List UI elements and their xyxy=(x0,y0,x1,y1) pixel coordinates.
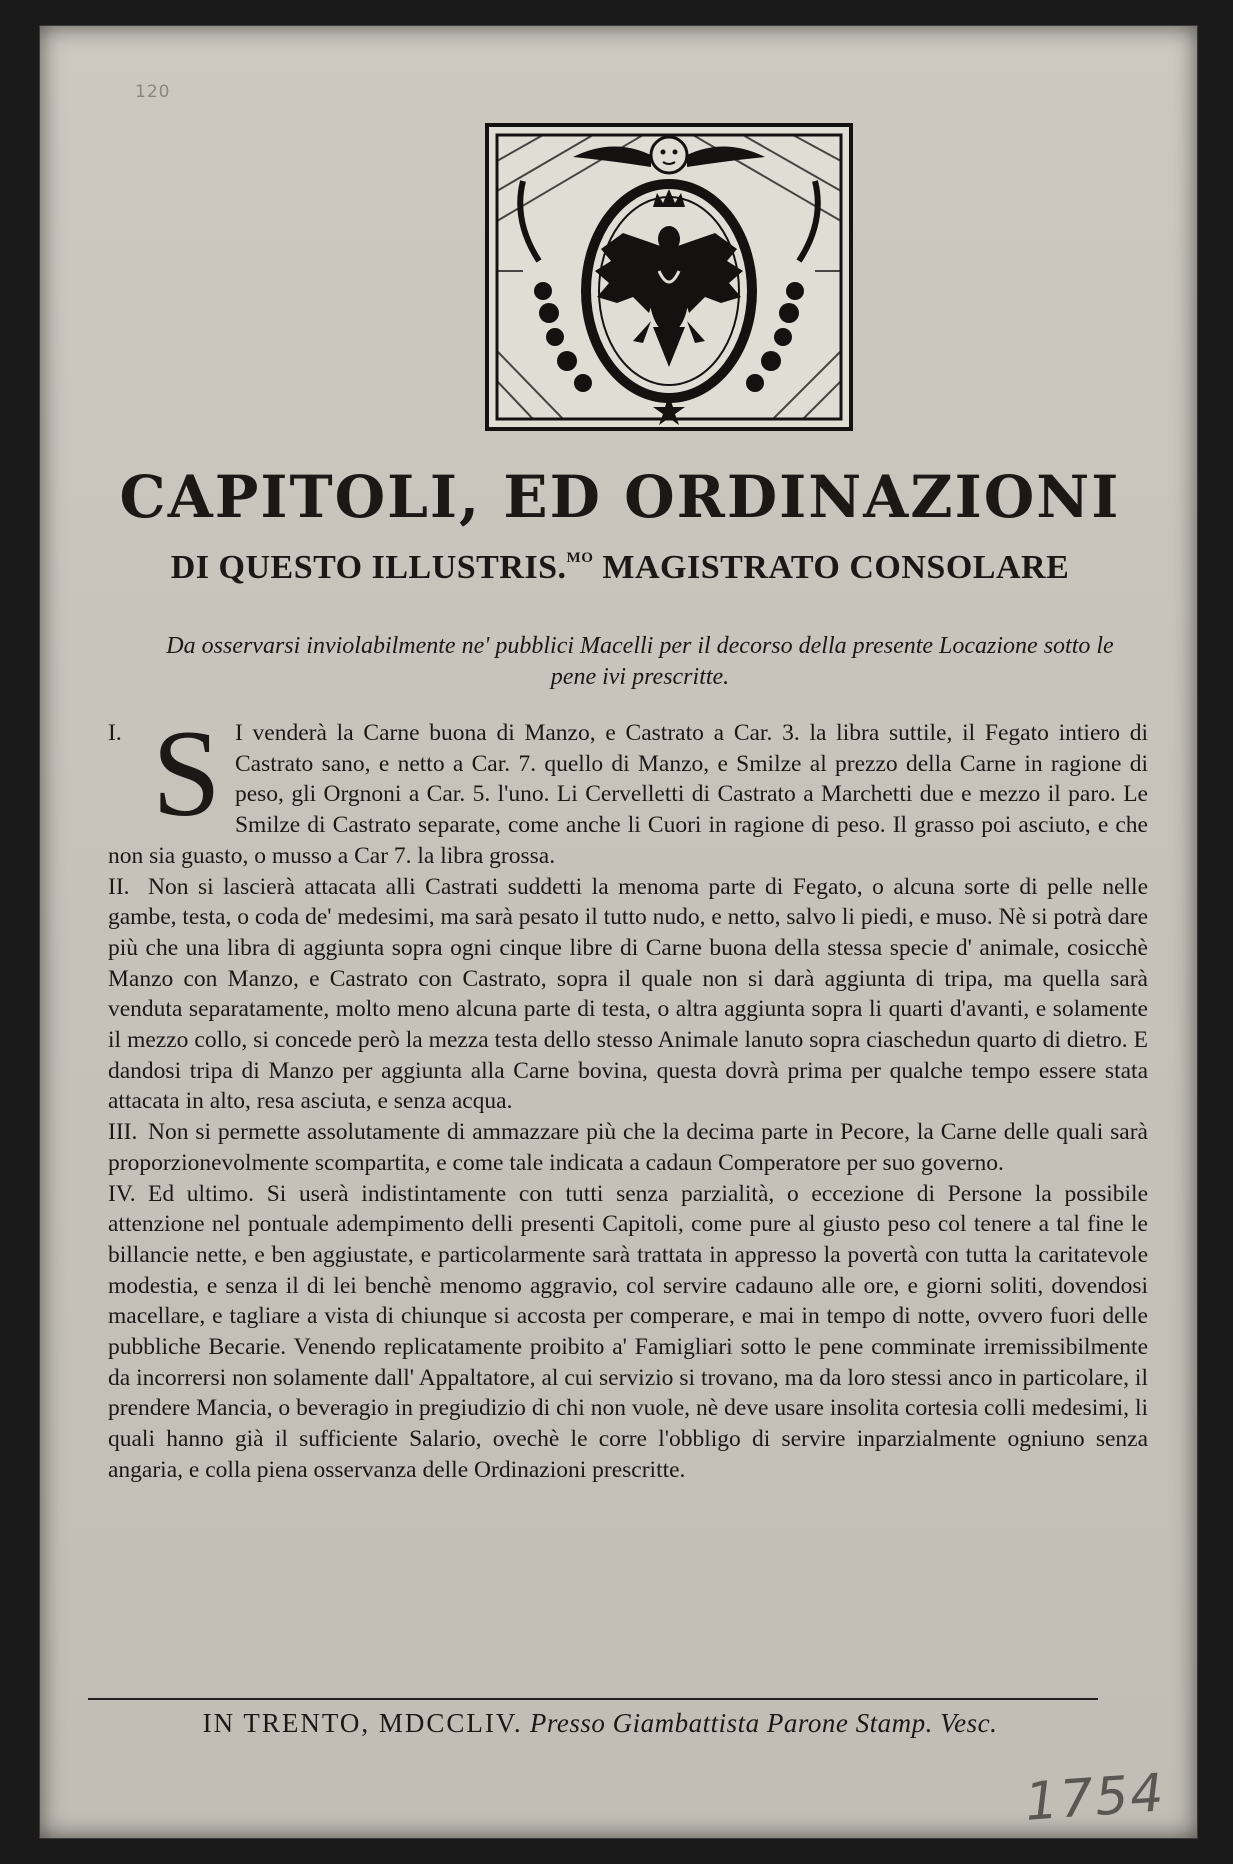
chapter-text: I venderà la Carne buona di Manzo, e Castrato a Car. 3. la libra suttile, il Fegato intiero di Castrato sano, e netto a Car. 7. quello di Manzo, e Smilze al prezzo della Carne in ragione di peso, gli Orgnoni a Car. 5. l'uno. Li Cervelletti di Castrato a Marchetti due e mezzo il paro. Le Smilze di Castrato separate, come anche li Cuori in ragione di peso. Il grasso poi asciuto, e che non sia guasto, o musso a Car 7. la libra grossa. xyxy=(108,720,1148,869)
chapter-number: I. xyxy=(108,720,122,746)
imprint-printer: Presso Giambattista Parone Stamp. Vesc. xyxy=(522,1708,998,1738)
chapter-number: II. xyxy=(108,873,130,900)
handwritten-year: 1754 xyxy=(1023,1763,1168,1833)
document-subtitle xyxy=(120,551,1120,585)
chapter-4 xyxy=(108,1179,1148,1486)
chapter-number: III. xyxy=(108,1119,138,1146)
subtitle-pre: DI QUESTO ILLUSTRIS. xyxy=(170,549,567,586)
chapter-number: IV. xyxy=(108,1180,136,1207)
broadsheet xyxy=(40,26,1197,1838)
chapter-text: Ed ultimo. Si userà indistintamente con tutti senza parzialità, o eccezione di Persone la possibile attenzione nel pontuale adempimento delli presenti Capitoli, come pure al giusto peso col tenere a tal fine le billancie nette, e ben aggiustate, e particolarmente sarà trattata in appresso la povertà con tutta la caritatevole modestia, e senza il di lei benchè menomo aggravio, col servire cadauno alle ore, e giorni soliti, dovendosi macellare, e tagliare a vista di chiunque si accosta per comperare, e mai in tempo di notte, ovvero fuori delle pubbliche Becarie. Venendo replicatamente proibito a' Famigliari sotto le pene comminate irremissibilmente da incorrersi non solamente dall' Appaltatore, al cui servizio si trovano, ma da loro stessi anco in particolare, il prendere Mancia, o beveragio in pregiudizio di chi non vuole, nè deve usare insolita cortesia colli medesimi, li quali hanno già il sufficiente Salario, ovechè le corre l'obbligo di servire inparzialmente ogniuno senza angaria, e colla piena osservanza delle Ordinazioni prescritte. xyxy=(108,1180,1148,1483)
imprint-place-date: IN TRENTO, MDCCLIV. xyxy=(202,1708,523,1738)
subtitle-superscript: MO xyxy=(566,550,594,566)
document-title: CAPITOLI, ED ORDINAZIONI xyxy=(119,463,1121,531)
printer-imprint xyxy=(100,1708,1100,1739)
imprint-rule xyxy=(88,1698,1098,1700)
subtitle-post: MAGISTRATO CONSOLARE xyxy=(593,549,1070,586)
ordinance-body xyxy=(108,705,1148,1486)
chapter-text: Non si lascierà attacata alli Castrati suddetti la menoma parte di Fegato, o alcuna sorte di pelle nelle gambe, testa, o coda de' medesimi, ma sarà pesato il tutto nudo, e netto, salvo li piedi, e muso. Nè si potrà dare più che una libra di aggiunta sopra ogni cinque libre di Carne buona della stessa specie d' animale, cosicchè Manzo con Manzo, e Castrato con Castrato, sopra il quale non si darà aggiunta di tripa, ma quella sarà venduta separatamente, molto meno alcuna parte di testa, o altra aggiunta sopra li quarti d'avanti, e solamente il mezzo collo, si concede però la mezza testa dello stesso Animale lanuto sopra ciaschedun quarto di dietro. E dandosi tripa di Manzo per aggiunta alla Carne bovina, questa dovrà prima per qualche tempo essere stata attacata in alto, resa asciuta, e senza acqua. xyxy=(108,873,1148,1115)
coat-of-arms-woodcut xyxy=(483,121,855,433)
chapter-1 xyxy=(108,705,1148,872)
pencil-archive-mark: 120 xyxy=(135,82,171,102)
chapter-text: Non si permette assolutamente di ammazzare più che la decima parte in Pecore, la Carne delle quali sarà proporzionevolmente scompartita, e come tale indicata a cadaun Comperatore per suo governo. xyxy=(108,1119,1148,1176)
drop-cap: S xyxy=(152,705,221,842)
intro-line: Da osservarsi inviolabilmente ne' pubblici Macelli per il decorso della presente Locazione sotto le pene ivi prescritte. xyxy=(166,633,1114,691)
chapter-3 xyxy=(108,1117,1148,1178)
chapter-2 xyxy=(108,872,1148,1118)
